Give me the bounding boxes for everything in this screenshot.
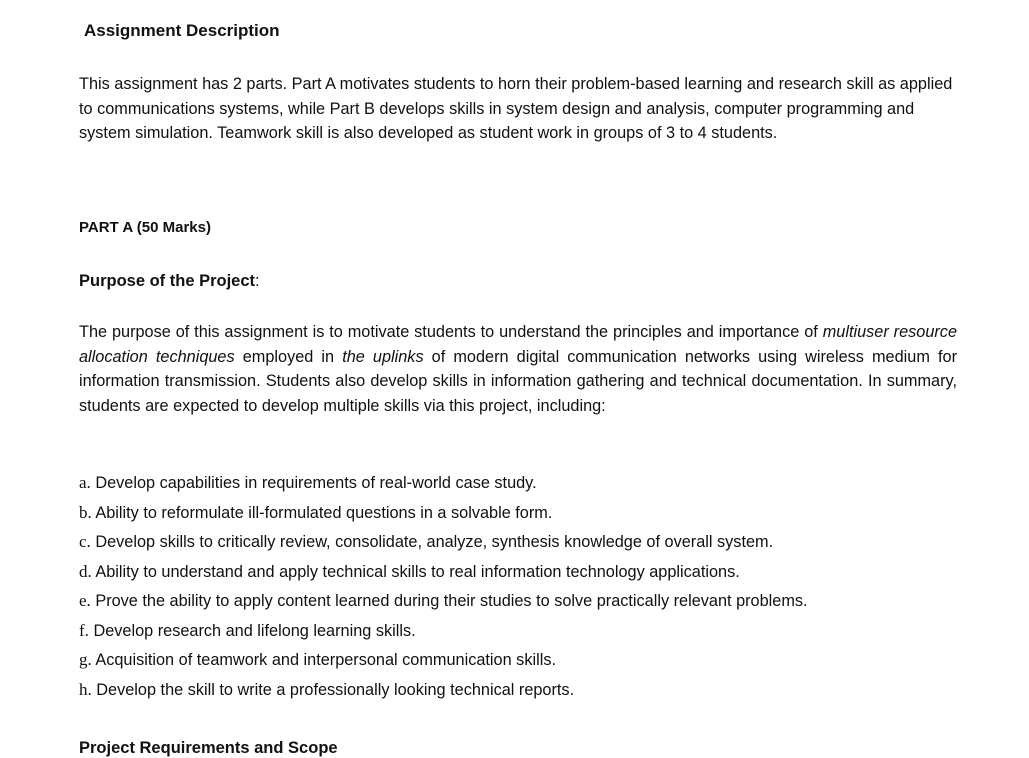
assignment-description-paragraph: This assignment has 2 parts. Part A motivates students to horn their problem-based learning and research skill as applied to communications systems, while Part B develops skills in system design and analysis, computer programming and system simulation. Teamwork skill is also developed as student work in groups of 3 to 4 students. <box>79 75 953 142</box>
list-item-letter: b. <box>79 502 92 522</box>
list-item <box>79 648 808 678</box>
list-item-letter: e. <box>79 591 91 610</box>
list-item-text: Acquisition of teamwork and interpersonal communication skills. <box>95 651 556 669</box>
list-item <box>79 678 808 708</box>
list-item-text: Develop research and lifelong learning skills. <box>93 621 416 640</box>
purpose-emphasis-multiuser: multiuser resource allocation techniques <box>79 323 957 366</box>
list-item <box>79 560 808 590</box>
list-item-letter: h. <box>79 679 92 699</box>
purpose-emphasis-uplinks: the uplinks <box>342 347 424 366</box>
list-item-letter: g. <box>79 650 92 669</box>
list-item-letter: d. <box>79 561 92 581</box>
purpose-heading <box>79 272 260 291</box>
skills-list <box>79 471 808 707</box>
purpose-text-3: of modern digital communication networks using wireless medium for information transmission. Students also develop skills in information gathering and technical documentation. In summary, students are expected to develop multiple skills via this project, including: <box>79 347 957 415</box>
project-requirements-heading: Project Requirements and Scope <box>79 739 338 757</box>
assignment-description-heading: Assignment Description <box>84 21 280 40</box>
list-item-text: Develop skills to critically review, consolidate, analyze, synthesis knowledge of overall system. <box>95 533 774 551</box>
list-item-text: Ability to understand and apply technical skills to real information technology applications. <box>95 562 740 581</box>
list-item <box>79 589 808 619</box>
list-item <box>79 619 808 649</box>
list-item-text: Develop the skill to write a professionally looking technical reports. <box>96 680 575 699</box>
purpose-text-1: The purpose of this assignment is to motivate students to understand the principles and importance of <box>79 323 823 341</box>
list-item-letter: c. <box>79 532 91 551</box>
list-item <box>79 501 808 531</box>
purpose-text-2: employed in <box>234 347 343 366</box>
list-item <box>79 471 808 501</box>
list-item-text: Develop capabilities in requirements of real-world case study. <box>95 474 537 492</box>
purpose-heading-text: Purpose of the Project <box>79 272 256 290</box>
part-a-heading: PART A (50 Marks) <box>79 219 211 236</box>
list-item <box>79 530 808 560</box>
list-item-text: Prove the ability to apply content learned during their studies to solve practically relevant problems. <box>95 592 808 610</box>
list-item-text: Ability to reformulate ill-formulated questions in a solvable form. <box>95 503 553 522</box>
list-item-letter: a. <box>79 473 91 492</box>
purpose-paragraph <box>79 320 957 418</box>
list-item-letter: f. <box>79 620 89 640</box>
purpose-heading-colon: : <box>255 272 260 290</box>
